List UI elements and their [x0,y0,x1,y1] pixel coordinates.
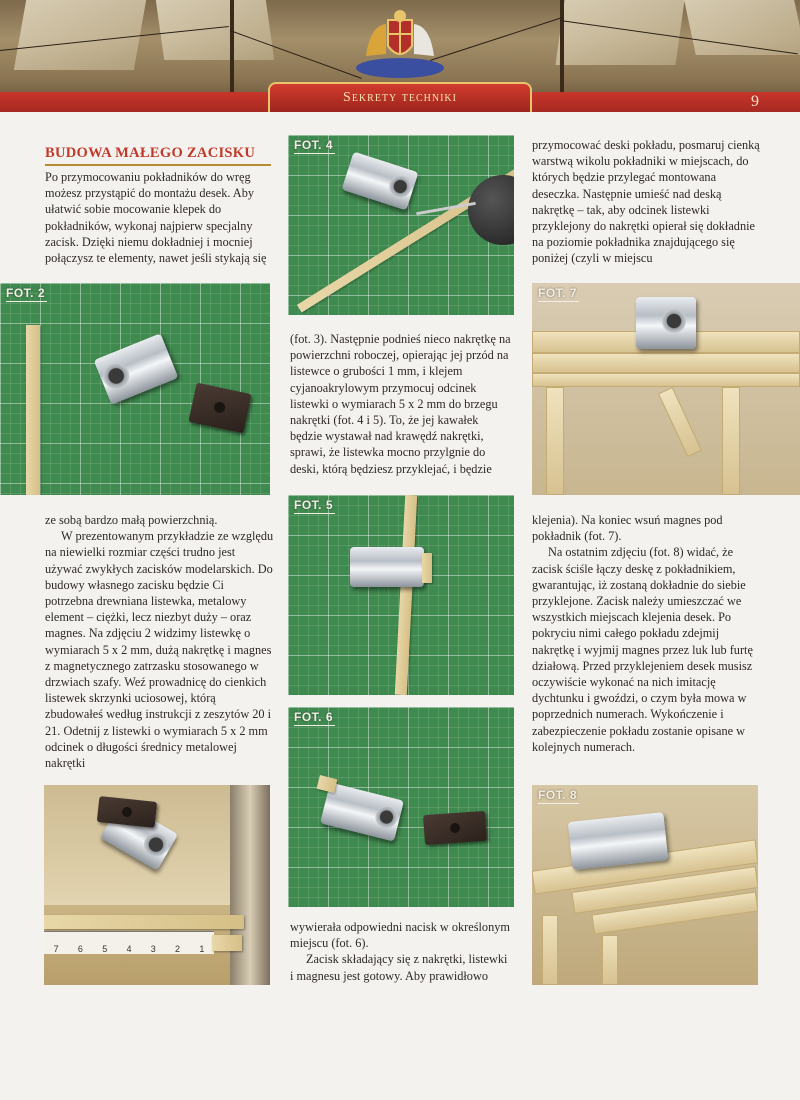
frame-rib [658,387,702,457]
column1-top-text [45,169,275,266]
header-band-left [0,92,268,112]
magnet-hole [213,401,226,414]
sail-image [156,0,274,60]
magnet-hole [450,823,461,834]
mast [230,0,234,95]
photo-label: FOT. 2 [6,286,46,300]
column3-top-text [532,137,762,267]
mast [560,0,564,95]
glued-strip-piece [317,775,338,793]
wood-strip [395,495,417,695]
paragraph: wywierała odpowiedni nacisk w określonym miejscu (fot. 6). [290,920,510,951]
photo-label: FOT. 5 [294,498,334,512]
photo-fot8 [532,785,758,985]
ruler-tick-label: 3 [150,944,156,954]
sail-image [684,0,800,55]
glued-strip-piece [422,553,432,583]
nut-hole [99,359,133,393]
magnet [423,811,487,845]
paragraph: (fot. 3). Następnie podnieś nieco nakrętkę na powierzchni roboczej, opierając jej przód na listewce o grubości 1 mm, i klejem cyjanoakrylowym przymocuj odcinek listewki o wymiarach 5 x 2 mm do brzegu nakrętki (fot. 4 i 5). To, że jej kawałek będzie wystawał nad krawędź nakrętki, sprawi, że listewka mocno przylgnie do deski, którą będziesz przyklejać, i będzie [290,332,511,476]
sail-image [14,0,146,70]
paragraph: Zacisk składający się z nakrętki, listewki i magnesu jest gotowy. Aby prawidłowo [290,952,508,983]
frame-rib [542,915,558,985]
ruler-tick-label: 4 [126,944,132,954]
magnet [188,383,251,434]
photo-fot5 [288,495,514,695]
metal-nut [350,547,424,587]
ruler-tick-label: 2 [175,944,181,954]
nut-hole [386,173,414,201]
guide-block [230,785,270,985]
ruler-tick-label: 5 [102,944,108,954]
sail-image [555,0,684,65]
nut-hole [662,309,686,333]
ruler-tick-label: 1 [199,944,205,954]
photo-label: FOT. 4 [294,138,334,152]
paragraph: przymocować deski pokładu, posmaruj cienką warstwą wikolu pokładniki w miejscach, do których będzie przylegać montowana deseczka. Następnie umieść nad deską nakrętkę – tak, aby odcinek listewki przyklejony do nakrętki opierał się dokładnie na poziomie pokładnika znajdującego się poniżej (czyli w miejscu [532,138,760,266]
photo-fot6 [288,707,514,907]
photo-label: FOT. 8 [538,788,578,802]
glue-bottle [468,175,514,245]
photo-fot7 [532,283,800,495]
column2-bottom-text [290,919,512,984]
paragraph: Po przymocowaniu pokładników do wręg możesz przystąpić do montażu desek. Aby ułatwić sobie mocowanie klepek do pokładników, wykonaj najpierw specjalny zacisk. Dzięki niemu dokładniej i mocniej połączysz te elementy, nawet jeśli stykają się [45,170,267,266]
paragraph: ze sobą bardzo małą powierzchnią. [45,513,218,527]
section-title-tab: Sekrety techniki [268,82,532,112]
metal-nut [568,812,668,870]
photo-label: FOT. 6 [294,710,334,724]
column2-middle-text [290,331,512,477]
page-number: 9 [751,93,759,110]
ruler-tick-label: 6 [77,944,83,954]
column1-bottom-text [45,512,275,771]
wood-strip [26,325,40,495]
metal-nut [341,151,418,210]
frame-rib [546,387,564,495]
wood-strip [44,915,244,929]
ruler-tick-label: 7 [53,944,59,954]
deck-beam [532,373,800,387]
photo-fot4 [288,135,514,315]
cut-strip-piece [212,935,242,951]
magnet-hole [122,807,133,818]
ruler [44,931,214,954]
paragraph: klejenia). Na koniec wsuń magnes pod pokładnik (fot. 7). [532,513,723,544]
deck-plank [532,353,800,373]
column3-middle-text [532,512,762,755]
frame-rib [722,387,740,495]
paragraph: W prezentowanym przykładzie ze względu na niewielki rozmiar części trudno jest używać zwykłych zacisków modelarskich. Do budowy własnego zacisku będzie Ci potrzebna drewniana listewka, metalowy element – ciężki, lecz niezbyt duży – oraz magnes. Na zdjęciu 2 widzimy listewkę o wymiarach 5 x 2 mm, dużą nakrętkę i magnes z magnetycznego zatrzasku stosowanego w drzwiach szafy. Weź prowadnicę do cienkich listewek skrzynki uciosowej, którą zbudowałeś według instrukcji z zeszytów 20 i 21. Odetnij z listewki o wymiarach 5 x 2 mm odcinek o długości średnicy metalowej nakrętki [45,529,274,771]
metal-nut [94,333,179,404]
photo-fot2 [0,283,270,495]
frame-rib [602,935,618,985]
article-title: BUDOWA MAŁEGO ZACISKU [45,145,271,166]
metal-nut [636,297,696,349]
photo-fot3 [44,785,270,985]
paragraph: Na ostatnim zdjęciu (fot. 8) widać, że zacisk ściśle łączy deskę z pokładnikiem, gwarantując, iż zostaną dokładnie do siebie przyklejone. Zacisk należy umieszczać we wszystkich miejscach klejenia desek. Po pokryciu nimi całego pokładu zdejmij nakrętkę i wyjmij magnes przez luk lub furtę działową. Przed przyklejeniem desek musisz oczywiście wykonać na nich imitację dychtunku i gwoździ, o czym była mowa w poprzednich numerach. Wykończenie i zabezpieczenie pokładu zostanie opisane w kolejnych numerach. [532,545,753,754]
nut-hole [373,804,400,831]
royal-coat-of-arms-icon [348,6,452,82]
photo-label: FOT. 7 [538,286,578,300]
